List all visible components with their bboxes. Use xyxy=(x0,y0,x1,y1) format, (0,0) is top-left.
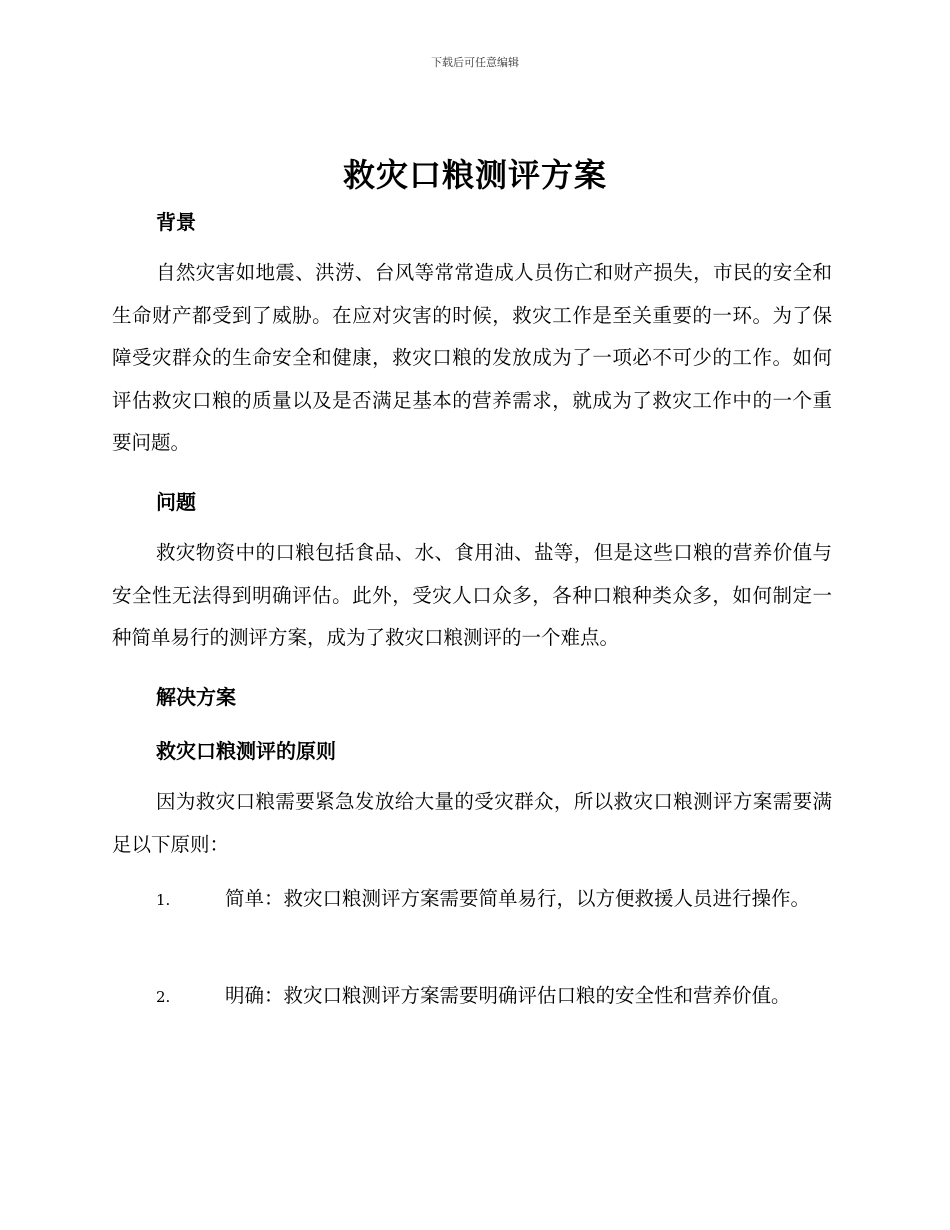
section-heading-solution: 解决方案 xyxy=(156,685,236,709)
list-item-text: 明确：救灾口粮测评方案需要明确评估口粮的安全性和营养价值。 xyxy=(225,984,791,1007)
section-heading-background: 背景 xyxy=(156,210,196,234)
paragraph-principles-intro: 因为救灾口粮需要紧急发放给大量的受灾群众，所以救灾口粮测评方案需要满足以下原则： xyxy=(112,790,832,856)
list-item xyxy=(112,975,832,1019)
section-heading-problem: 问题 xyxy=(156,490,196,514)
list-item-number: 2. xyxy=(156,988,171,1006)
header-note: 下载后可任意编辑 xyxy=(431,56,519,69)
subsection-heading-principles: 救灾口粮测评的原则 xyxy=(156,739,336,763)
paragraph-problem: 救灾物资中的口粮包括食品、水、食用油、盐等，但是这些口粮的营养价值与安全性无法得到明确评估。此外，受灾人口众多，各种口粮种类众多，如何制定一种简单易行的测评方案，成为了救灾口粮测评的一个难点。 xyxy=(112,541,832,649)
document-title: 救灾口粮测评方案 xyxy=(342,156,607,194)
list-item-text: 简单：救灾口粮测评方案需要简单易行，以方便救援人员进行操作。 xyxy=(225,887,811,910)
list-item xyxy=(112,878,832,922)
list-item-number: 1. xyxy=(156,891,171,909)
paragraph-background: 自然灾害如地震、洪涝、台风等常常造成人员伤亡和财产损失，市民的安全和生命财产都受到了威胁。在应对灾害的时候，救灾工作是至关重要的一环。为了保障受灾群众的生命安全和健康，救灾口粮的发放成为了一项必不可少的工作。如何评估救灾口粮的质量以及是否满足基本的营养需求，就成为了救灾工作中的一个重要问题。 xyxy=(112,261,832,454)
